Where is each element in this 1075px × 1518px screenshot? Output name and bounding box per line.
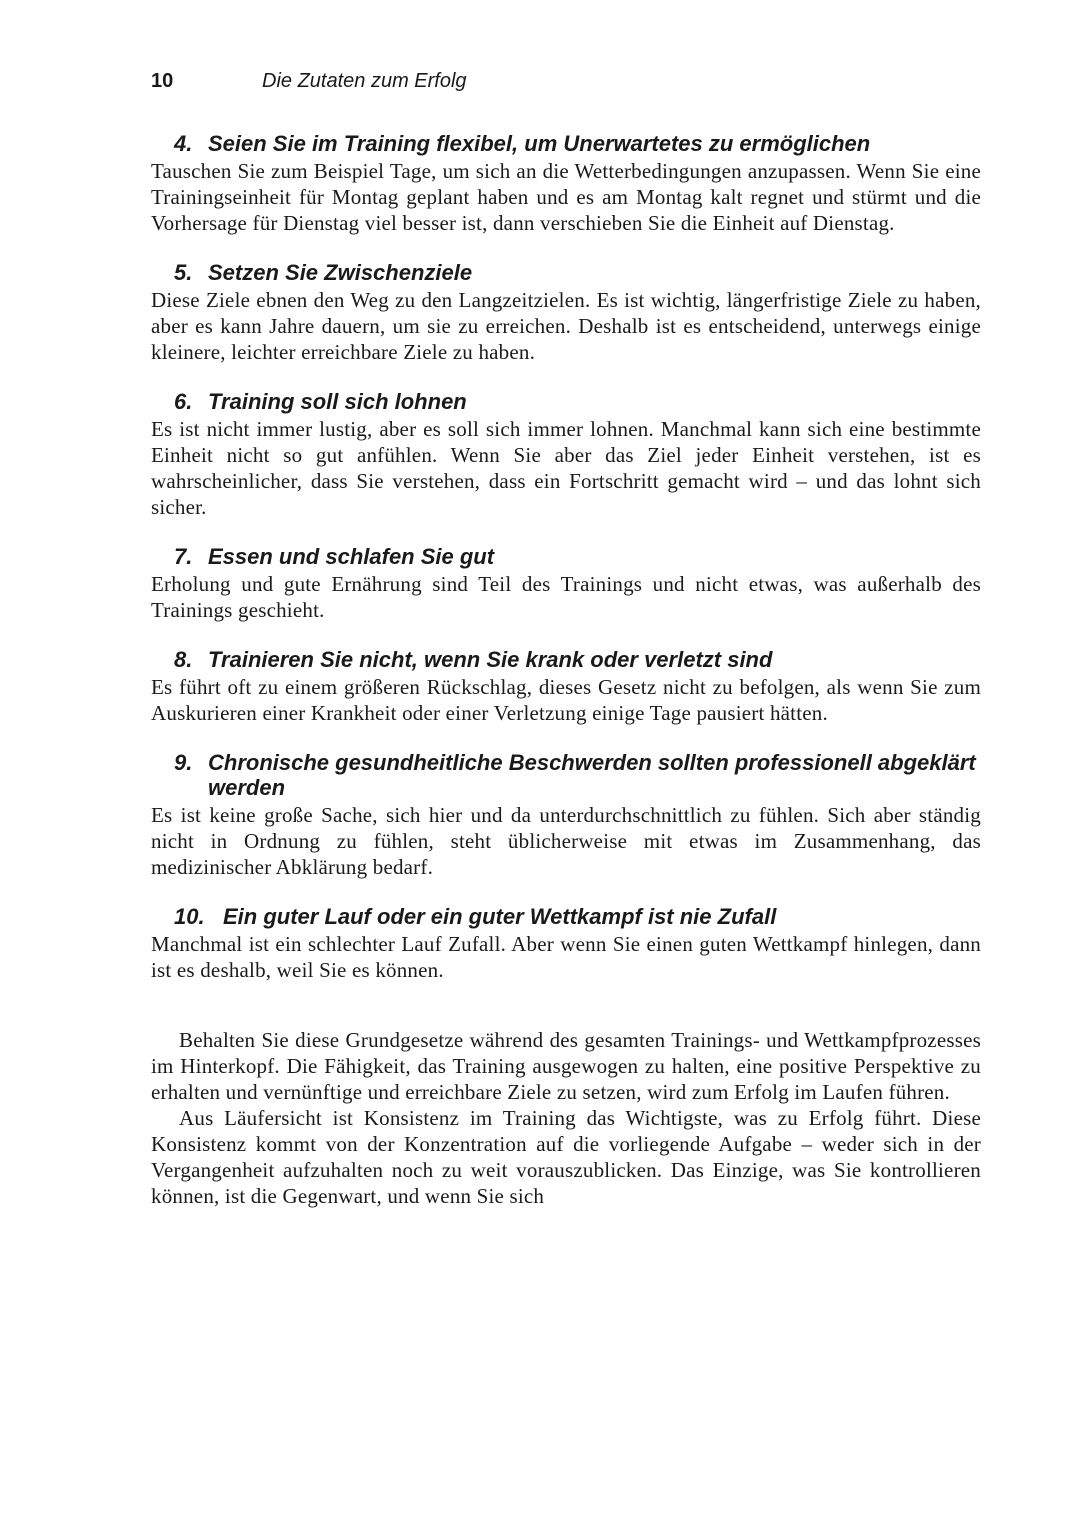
- rule-number: 8.: [174, 647, 193, 672]
- rule-text: Erholung und gute Ernährung sind Teil des Trainings und nicht etwas, was außerhalb des Trainings geschieht.: [151, 572, 981, 622]
- page-content: [151, 131, 981, 1209]
- closing-paragraph: Behalten Sie diese Grundgesetze während des gesamten Trainings- und Wettkampfprozesses im Hinterkopf. Die Fähigkeit, das Training ausgewogen zu halten, eine positive Perspektive zu erhalten und vernünftige und erreichbare Ziele zu setzen, wird zum Erfolg im Laufen führen.: [151, 1028, 981, 1104]
- closing-section: [151, 1027, 981, 1209]
- rule-heading: [151, 260, 981, 285]
- rule-heading: [151, 904, 981, 929]
- rule-item: [151, 260, 981, 365]
- rule-title: Seien Sie im Training flexibel, um Unerwartetes zu ermöglichen: [208, 131, 871, 156]
- rule-text: Es ist keine große Sache, sich hier und da unterdurchschnittlich zu fühlen. Sich aber ständig nicht in Ordnung zu fühlen, steht üblicherweise mit etwas im Zusammenhang, das medizinischer Abklärung bedarf.: [151, 803, 981, 879]
- rule-item: [151, 750, 981, 880]
- rule-text: Es ist nicht immer lustig, aber es soll sich immer lohnen. Manchmal kann sich eine bestimmte Einheit nicht so gut anfühlen. Wenn Sie aber das Ziel jeder Einheit verstehen, ist es wahrscheinlicher, dass Sie verstehen, dass ein Fortschritt gemacht wird – und das lohnt sich sicher.: [151, 417, 981, 519]
- rule-text: Manchmal ist ein schlechter Lauf Zufall. Aber wenn Sie einen guten Wettkampf hinlegen, dann ist es deshalb, weil Sie es können.: [151, 932, 981, 982]
- rule-text: Tauschen Sie zum Beispiel Tage, um sich an die Wetterbedingungen anzupassen. Wenn Sie eine Trainingseinheit für Montag geplant haben und es am Montag kalt regnet und stürmt und die Vorhersage für Dienstag viel besser ist, dann verschieben Sie die Einheit auf Dienstag.: [151, 159, 981, 235]
- rule-item: [151, 544, 981, 623]
- rule-title: Chronische gesundheitliche Beschwerden sollten professionell abgeklärt werden: [208, 750, 976, 800]
- rule-item: [151, 904, 981, 983]
- rule-title: Setzen Sie Zwischenziele: [208, 260, 473, 285]
- running-head: [151, 67, 980, 95]
- rule-heading: [151, 750, 981, 800]
- rule-number: 4.: [174, 131, 193, 156]
- rule-number: 7.: [174, 544, 193, 569]
- rule-heading: [151, 131, 981, 156]
- rule-heading: [151, 389, 981, 414]
- rule-title: Ein guter Lauf oder ein guter Wettkampf ist nie Zufall: [223, 904, 777, 929]
- chapter-title: Die Zutaten zum Erfolg: [262, 70, 467, 92]
- rule-text: Es führt oft zu einem größeren Rückschlag, dieses Gesetz nicht zu befolgen, als wenn Sie zum Auskurieren einer Krankheit oder einer Verletzung einige Tage pausiert hätten.: [151, 675, 981, 725]
- rule-item: [151, 389, 981, 520]
- rule-number: 6.: [174, 389, 193, 414]
- rule-title: Training soll sich lohnen: [208, 389, 467, 414]
- rule-heading: [151, 647, 981, 672]
- rule-item: [151, 647, 981, 726]
- rule-item: [151, 131, 981, 236]
- rule-number: 10.: [174, 904, 205, 929]
- rule-title: Essen und schlafen Sie gut: [208, 544, 495, 569]
- rule-text: Diese Ziele ebnen den Weg zu den Langzeitzielen. Es ist wichtig, längerfristige Ziele zu haben, aber es kann Jahre dauern, um sie zu erreichen. Deshalb ist es entscheidend, unterwegs einige kleinere, leichter erreichbare Ziele zu haben.: [151, 288, 981, 364]
- closing-paragraph: Aus Läufersicht ist Konsistenz im Training das Wichtigste, was zu Erfolg führt. Diese Konsistenz kommt von der Konzentration auf die vorliegende Aufgabe – weder sich in der Vergangenheit aufzuhalten noch zu weit vorauszublicken. Das Einzige, was Sie kontrollieren können, ist die Gegenwart, und wenn Sie sich: [151, 1106, 981, 1208]
- rule-number: 5.: [174, 260, 193, 285]
- rule-number: 9.: [174, 750, 193, 775]
- page-number: 10: [151, 70, 174, 92]
- rule-heading: [151, 544, 981, 569]
- rule-title: Trainieren Sie nicht, wenn Sie krank oder verletzt sind: [208, 647, 773, 672]
